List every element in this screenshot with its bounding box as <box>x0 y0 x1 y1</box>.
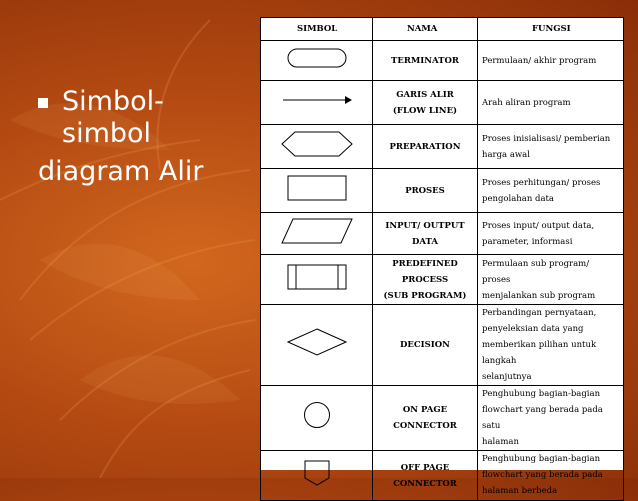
table-header-row <box>261 18 624 41</box>
function-cell: Perbandingan pernyataan, penyeleksian data yang memberikan pilihan untuk langkah selanjutnya <box>478 305 624 386</box>
function-cell: Permulaan sub program/ proses menjalankan sub program <box>478 255 624 305</box>
function-cell: Penghubung bagian-bagian flowchart yang berada pada halaman berbeda <box>478 451 624 501</box>
table-row <box>261 125 624 169</box>
symbol-cell <box>261 41 373 81</box>
table-row <box>261 386 624 451</box>
function-cell: Penghubung bagian-bagian flowchart yang berada pada satu halaman <box>478 386 624 451</box>
hexagon-icon <box>281 131 353 157</box>
function-cell: Permulaan/ akhir program <box>478 41 624 81</box>
table-row <box>261 255 624 305</box>
name-cell: PROSES <box>373 169 478 213</box>
bullet-item <box>38 86 258 150</box>
name-cell: ON PAGE CONNECTOR <box>373 386 478 451</box>
function-cell: Proses perhitungan/ proses pengolahan data <box>478 169 624 213</box>
off-page-connector-icon <box>303 459 331 487</box>
table-row <box>261 451 624 501</box>
name-cell: INPUT/ OUTPUT DATA <box>373 213 478 255</box>
bullet-continuation: diagram Alir <box>38 156 204 187</box>
parallelogram-icon <box>281 218 353 244</box>
symbol-cell <box>261 255 373 305</box>
name-cell: PREDEFINED PROCESS (SUB PROGRAM) <box>373 255 478 305</box>
symbol-cell <box>261 125 373 169</box>
header-function: FUNGSI <box>478 18 624 41</box>
function-cell: Proses inisialisasi/ pemberian harga awal <box>478 125 624 169</box>
table-row <box>261 213 624 255</box>
function-cell: Proses input/ output data, parameter, informasi <box>478 213 624 255</box>
flowchart-symbol-table <box>260 17 623 496</box>
table-row <box>261 305 624 386</box>
table-row <box>261 41 624 81</box>
rectangle-icon <box>287 175 347 201</box>
table-row <box>261 169 624 213</box>
name-cell: OFF PAGE CONNECTOR <box>373 451 478 501</box>
arrow-icon <box>281 94 353 106</box>
header-name: NAMA <box>373 18 478 41</box>
name-cell: GARIS ALIR (FLOW LINE) <box>373 81 478 125</box>
symbol-cell <box>261 305 373 386</box>
table-row <box>261 81 624 125</box>
header-symbol: SIMBOL <box>261 18 373 41</box>
terminator-icon <box>287 48 347 68</box>
name-cell: DECISION <box>373 305 478 386</box>
symbol-cell <box>261 451 373 501</box>
name-cell: PREPARATION <box>373 125 478 169</box>
function-cell: Arah aliran program <box>478 81 624 125</box>
slide-text <box>38 86 258 188</box>
symbol-cell <box>261 213 373 255</box>
symbol-cell <box>261 386 373 451</box>
predefined-process-icon <box>287 264 347 290</box>
circle-icon <box>303 401 331 429</box>
diamond-icon <box>287 328 347 356</box>
symbol-cell <box>261 81 373 125</box>
name-cell: TERMINATOR <box>373 41 478 81</box>
symbol-cell <box>261 169 373 213</box>
bullet-text: Simbol-simbol <box>62 86 164 149</box>
square-bullet-icon <box>38 98 48 108</box>
